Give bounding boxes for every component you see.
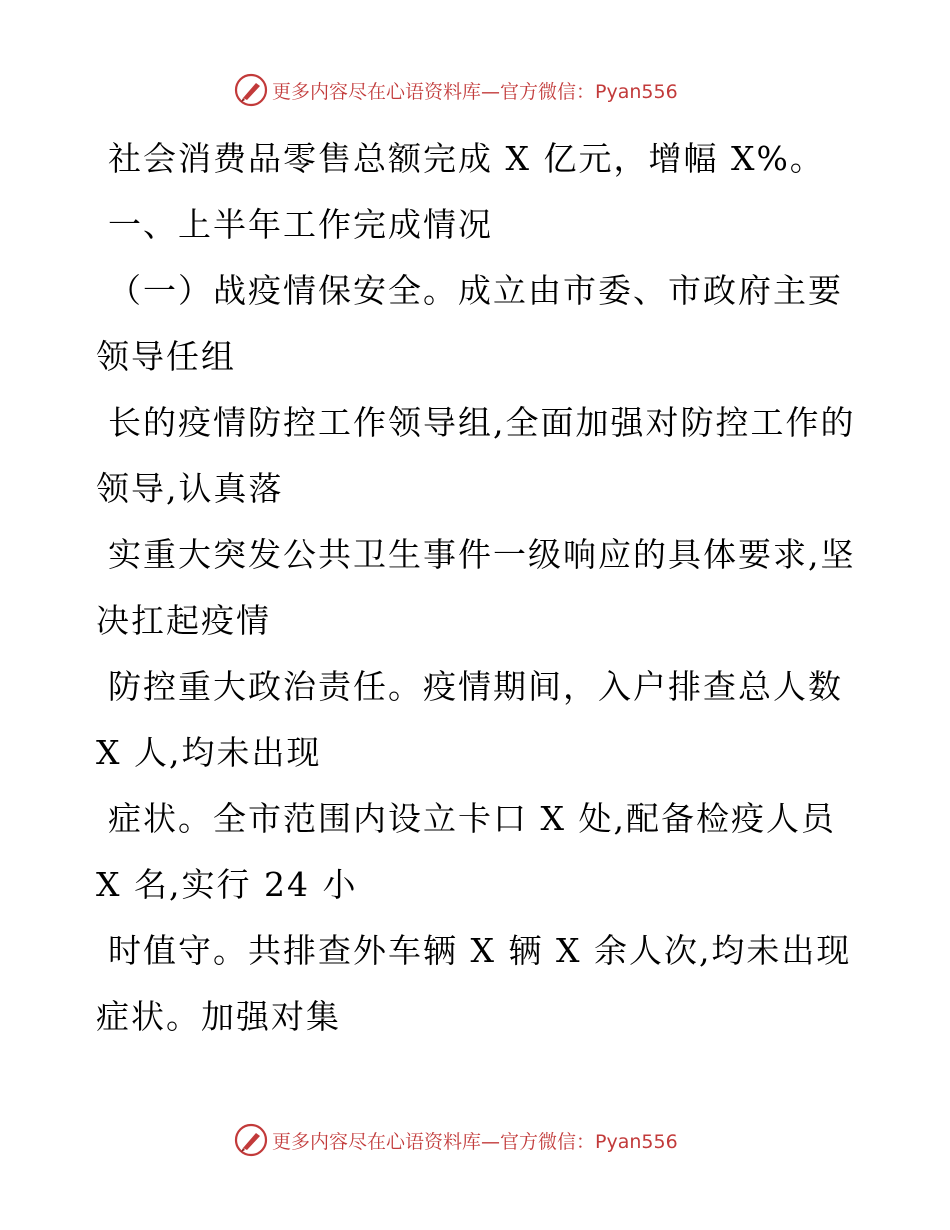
paragraph-continuation <box>96 588 856 654</box>
paragraph-vehicles <box>96 918 856 984</box>
paragraph-continuation <box>96 456 856 522</box>
paragraph-line: X 人,均未出现 <box>96 733 322 772</box>
paragraph-leadership <box>96 390 856 456</box>
paragraph-line: 领导任组 <box>96 337 236 376</box>
paragraph-line: 时值守。共排查外车辆 X 辆 X 余人次,均未出现 <box>108 931 852 970</box>
paragraph-line: X 名,实行 24 小 <box>96 865 358 904</box>
paragraph-line: 实重大突发公共卫生事件一级响应的具体要求,坚 <box>108 535 856 574</box>
paragraph-response <box>96 522 856 588</box>
paragraph-line: 症状。全市范围内设立卡口 X 处,配备检疫人员 <box>108 799 836 838</box>
watermark-footer <box>234 1122 678 1158</box>
paragraph-screening <box>96 654 856 720</box>
section-heading <box>96 192 856 258</box>
paragraph-line: 领导,认真落 <box>96 469 284 508</box>
paragraph-line: 症状。加强对集 <box>96 997 341 1036</box>
watermark-header <box>234 72 678 108</box>
paragraph-line: 社会消费品零售总额完成 X 亿元，增幅 X%。 <box>108 139 825 178</box>
paragraph-continuation <box>96 720 856 786</box>
paragraph-line: 防控重大政治责任。疫情期间，入户排查总人数 <box>108 667 843 706</box>
paragraph-line: 决扛起疫情 <box>96 601 271 640</box>
paragraph-retail-sales <box>96 126 856 192</box>
pen-logo-icon <box>234 1123 268 1157</box>
document-body <box>96 126 856 1050</box>
paragraph-line: （一）战疫情保安全。成立由市委、市政府主要 <box>108 271 843 310</box>
paragraph-continuation <box>96 852 856 918</box>
paragraph-checkpoints <box>96 786 856 852</box>
paragraph-line: 长的疫情防控工作领导组,全面加强对防控工作的 <box>108 403 856 442</box>
watermark-text: 更多内容尽在心语资料库—官方微信：Pyan556 <box>272 1130 678 1153</box>
pen-logo-icon <box>234 73 268 107</box>
paragraph-continuation <box>96 324 856 390</box>
paragraph-line: 一、上半年工作完成情况 <box>108 205 493 244</box>
watermark-text: 更多内容尽在心语资料库—官方微信：Pyan556 <box>272 80 678 103</box>
paragraph-epidemic <box>96 258 856 324</box>
paragraph-continuation <box>96 984 856 1050</box>
